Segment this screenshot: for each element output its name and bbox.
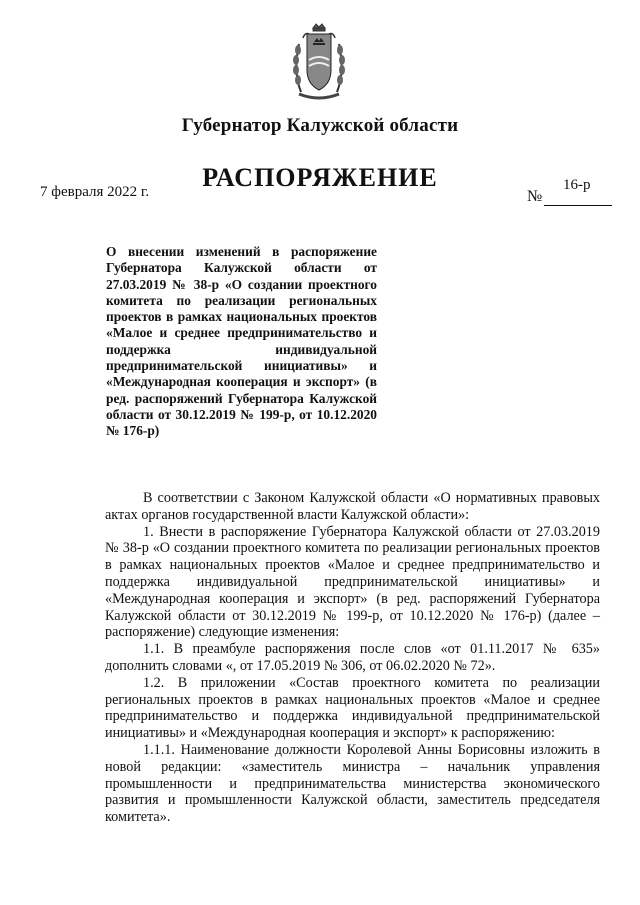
body-paragraph-1-1-1: 1.1.1. Наименование должности Королевой Анны Борисовны изложить в новой редакции: «заместитель министра – начальник управления промышленности и предпринимательства министерства экономического развития и промышленности Калужской области, заместитель председателя комитета». [105,741,600,826]
organization-name: Губернатор Калужской области [181,115,459,136]
body-paragraph-1: 1. Внести в распоряжение Губернатора Калужской области от 27.03.2019 № 38-р «О создании проектного комитета по реализации региональных проектов в рамках национальных проектов «Малое и среднее предпринимательство и поддержка индивидуальной предпринимательской инициативы» и «Международная кооперация и экспорт» (в ред. распоряжений Губернатора Калужской области от 30.12.2019 № 199-р, от 10.12.2020 № 176-р) (далее – распоряжение) следующие изменения: [105,523,600,641]
body-paragraph-1-2: 1.2. В приложении «Состав проектного комитета по реализации региональных проектов в рамках национальных проектов «Малое и среднее предпринимательство и поддержка индивидуальной предпринимательской инициативы» и «Международная кооперация и экспорт» к распоряжению: [105,674,600,742]
body-paragraph-1-1: 1.1. В преамбуле распоряжения после слов «от 01.11.2017 № 635» дополнить словами «, от 17.05.2019 № 306, от 06.02.2020 № 72». [105,641,600,674]
number-underline [544,205,612,206]
document-number: 16-р [563,177,591,193]
document-subject: О внесении изменений в распоряжение Губернатора Калужской области от 27.03.2019 № 38-р «О создании проектного комитета по реализации региональных проектов в рамках национальных проектов «Малое и среднее предпринимательство и поддержка индивидуальной предпринимательской инициативы» и «Международная кооперация и экспорт» (в ред. распоряжений Губернатора Калужской области от 30.12.2019 № 199-р, от 10.12.2020 № 176-р) [106,244,377,439]
document-date: 7 февраля 2022 г. [40,184,150,200]
body-paragraph-preamble: В соответствии с Законом Калужской области «О нормативных правовых актах органов государственной власти Калужской области»: [105,490,600,523]
coat-of-arms-icon [289,22,349,104]
number-sign: № [527,188,543,205]
document-body [105,490,600,826]
document-type: РАСПОРЯЖЕНИЕ [202,163,438,192]
